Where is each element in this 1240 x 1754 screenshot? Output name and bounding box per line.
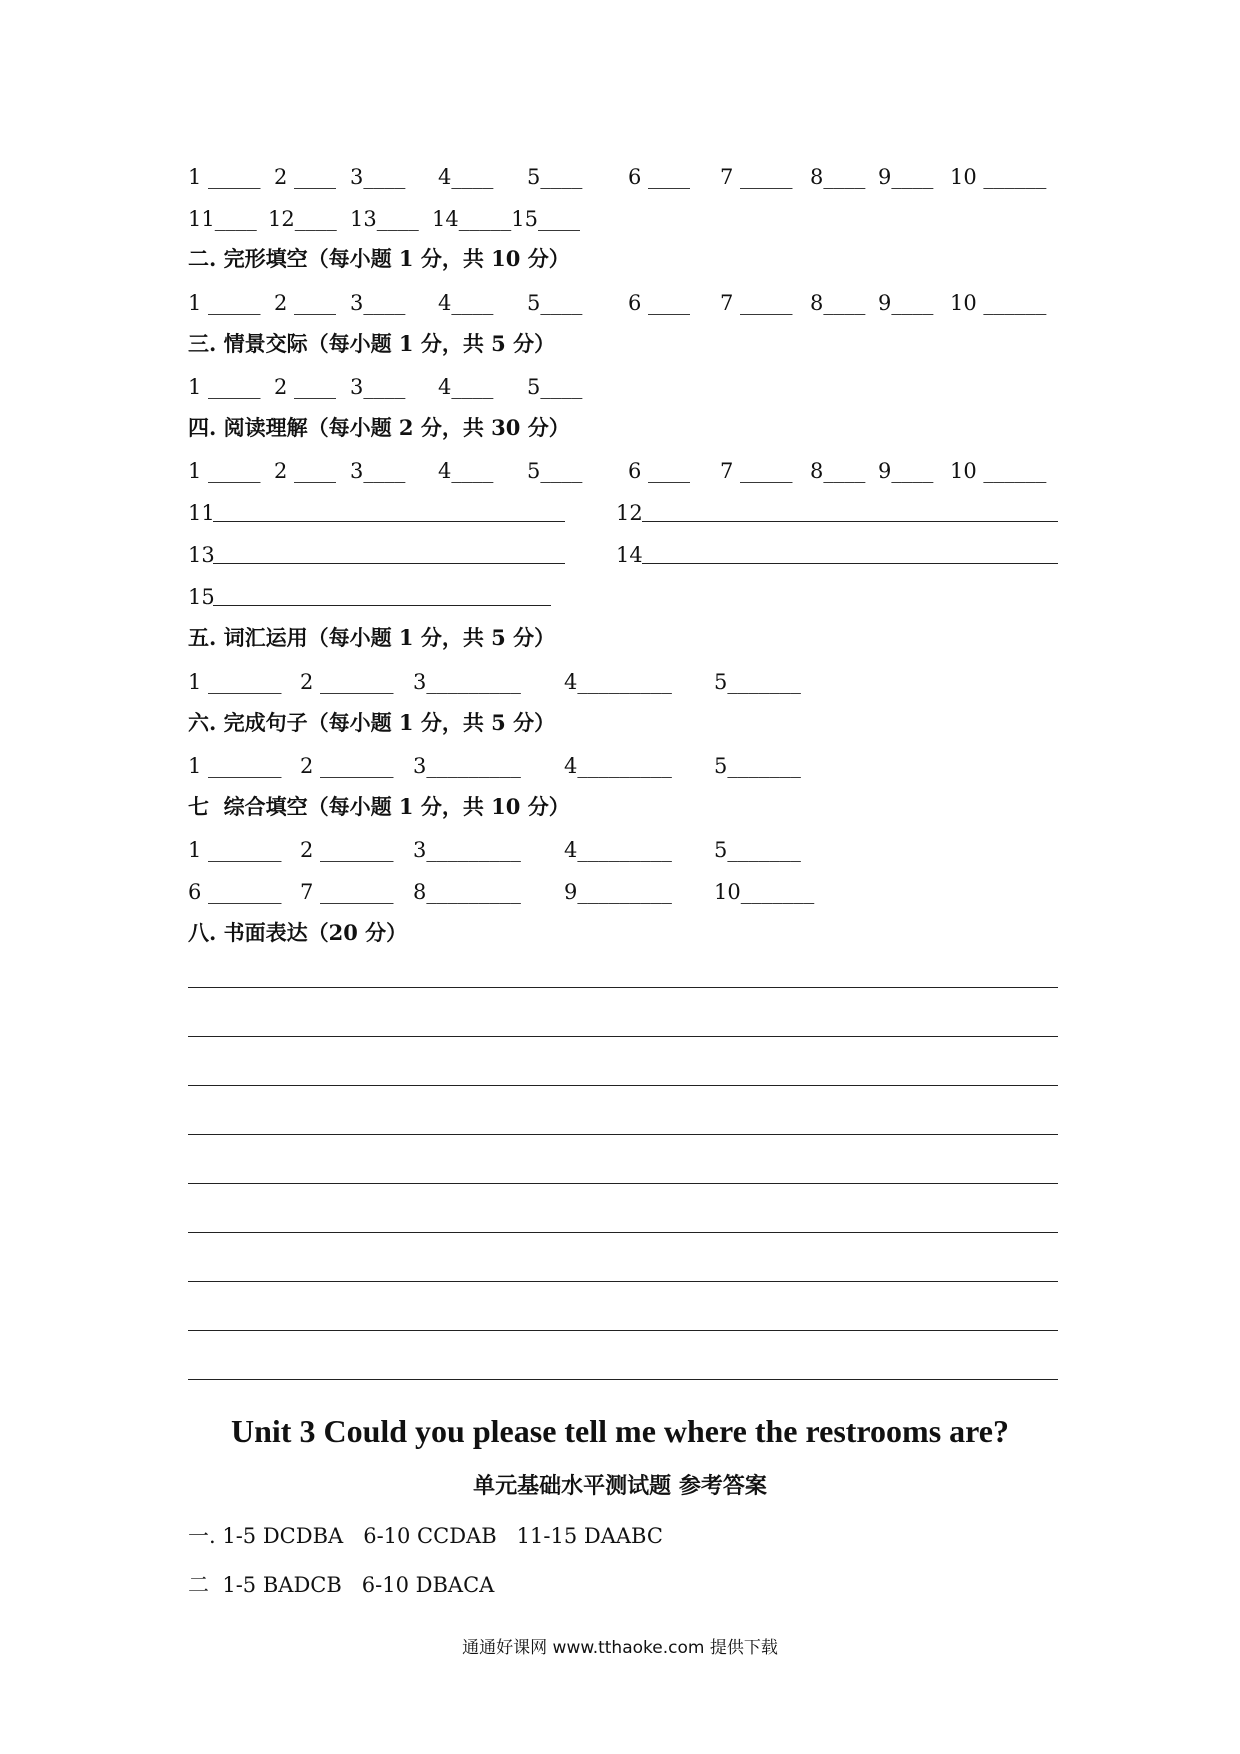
answer-line-1: 一. 1-5 DCDBA 6-10 CCDAB 11-15 DAABC — [188, 1524, 663, 1548]
answer-blank[interactable]: 1 _____ — [188, 375, 261, 399]
answer-blank[interactable]: 3____ — [350, 375, 406, 399]
answer-blank[interactable]: 7 _______ — [300, 880, 394, 904]
answer-blank[interactable]: 2 ____ — [274, 375, 337, 399]
answer-number: 15 — [188, 585, 215, 609]
answer-blank[interactable]: 5_______ — [714, 754, 801, 778]
answer-blank[interactable]: 2 ____ — [274, 459, 337, 483]
answer-blank[interactable]: 6 ____ — [628, 459, 691, 483]
answer-blank[interactable]: 3____ — [350, 459, 406, 483]
answer-blank[interactable]: 8____ — [810, 165, 866, 189]
section7-heading: 七 综合填空（每小题 1 分，共 10 分） — [188, 794, 570, 819]
answer-blank[interactable]: 8____ — [810, 459, 866, 483]
page-footer: 通通好课网 www.tthaoke.com 提供下载 — [462, 1638, 778, 1658]
answer-blank[interactable]: 2 _______ — [300, 670, 394, 694]
answer-blank[interactable]: 13____ — [350, 207, 419, 231]
answer-number: 11 — [188, 501, 215, 525]
writing-line[interactable] — [188, 1232, 1058, 1233]
answer-blank[interactable]: 2 ____ — [274, 291, 337, 315]
answer-blank[interactable]: 3____ — [350, 291, 406, 315]
answer-blank[interactable]: 6 ____ — [628, 165, 691, 189]
writing-line[interactable] — [188, 1183, 1058, 1184]
answer-blank[interactable]: 8____ — [810, 291, 866, 315]
answer-blank[interactable]: 1 _______ — [188, 670, 282, 694]
answer-blank[interactable]: 5____ — [527, 375, 583, 399]
answer-blank[interactable]: 12____ — [268, 207, 337, 231]
answer-line[interactable] — [213, 605, 551, 606]
answer-blank[interactable]: 6 _______ — [188, 880, 282, 904]
answer-blank[interactable]: 3_________ — [413, 670, 521, 694]
answer-blank[interactable]: 2 ____ — [274, 165, 337, 189]
answer-blank[interactable]: 9____ — [878, 165, 934, 189]
writing-line[interactable] — [188, 1330, 1058, 1331]
answer-blank[interactable]: 1 _____ — [188, 459, 261, 483]
section8-heading: 八. 书面表达（20 分） — [188, 920, 408, 945]
answer-number: 13 — [188, 543, 215, 567]
answer-blank[interactable]: 10_______ — [714, 880, 815, 904]
answer-blank[interactable]: 5_______ — [714, 838, 801, 862]
answer-number: 14 — [616, 543, 643, 567]
answer-blank[interactable]: 6 ____ — [628, 291, 691, 315]
section6-heading: 六. 完成句子（每小题 1 分，共 5 分） — [188, 710, 556, 735]
answer-blank[interactable]: 1 _______ — [188, 838, 282, 862]
answer-blank[interactable]: 4____ — [438, 291, 494, 315]
answer-blank[interactable]: 1 _____ — [188, 291, 261, 315]
writing-line[interactable] — [188, 1281, 1058, 1282]
answer-blank[interactable]: 4____ — [438, 165, 494, 189]
answer-blank[interactable]: 4____ — [438, 375, 494, 399]
section4-heading: 四. 阅读理解（每小题 2 分，共 30 分） — [188, 415, 570, 440]
writing-line[interactable] — [188, 987, 1058, 988]
answer-blank[interactable]: 4_________ — [564, 670, 672, 694]
answer-blank[interactable]: 9____ — [878, 291, 934, 315]
answer-blank[interactable]: 10 ______ — [950, 291, 1047, 315]
answer-blank[interactable]: 5____ — [527, 165, 583, 189]
section2-heading: 二. 完形填空（每小题 1 分，共 10 分） — [188, 246, 570, 271]
writing-line[interactable] — [188, 1085, 1058, 1086]
answer-key-subtitle: 单元基础水平测试题 参考答案 — [473, 1473, 767, 1499]
answer-blank[interactable]: 5_______ — [714, 670, 801, 694]
section3-heading: 三. 情景交际（每小题 1 分，共 5 分） — [188, 331, 556, 356]
answer-blank[interactable]: 3_________ — [413, 754, 521, 778]
answer-blank[interactable]: 10 ______ — [950, 459, 1047, 483]
answer-blank[interactable]: 11____ — [188, 207, 257, 231]
writing-line[interactable] — [188, 1134, 1058, 1135]
writing-line[interactable] — [188, 1379, 1058, 1380]
answer-blank[interactable]: 1 _______ — [188, 754, 282, 778]
answer-line[interactable] — [642, 521, 1058, 522]
answer-blank[interactable]: 10 ______ — [950, 165, 1047, 189]
answer-line[interactable] — [213, 563, 565, 564]
writing-line[interactable] — [188, 1036, 1058, 1037]
answer-blank[interactable]: 3_________ — [413, 838, 521, 862]
answer-blank[interactable]: 4_________ — [564, 838, 672, 862]
answer-blank[interactable]: 5____ — [527, 291, 583, 315]
section5-heading: 五. 词汇运用（每小题 1 分，共 5 分） — [188, 625, 556, 650]
answer-blank[interactable]: 8_________ — [413, 880, 521, 904]
answer-blank[interactable]: 7 _____ — [720, 459, 793, 483]
answer-line[interactable] — [642, 563, 1058, 564]
answer-blank[interactable]: 9____ — [878, 459, 934, 483]
answer-number: 12 — [616, 501, 643, 525]
answer-blank[interactable]: 14_____15____ — [432, 207, 580, 231]
answer-line[interactable] — [213, 521, 565, 522]
answer-blank[interactable]: 4____ — [438, 459, 494, 483]
answer-blank[interactable]: 3____ — [350, 165, 406, 189]
answer-blank[interactable]: 4_________ — [564, 754, 672, 778]
answer-line-2: 二 1-5 BADCB 6-10 DBACA — [188, 1573, 495, 1597]
answer-blank[interactable]: 9_________ — [564, 880, 672, 904]
answer-blank[interactable]: 7 _____ — [720, 165, 793, 189]
answer-blank[interactable]: 5____ — [527, 459, 583, 483]
answer-key-title: Unit 3 Could you please tell me where the restrooms are? — [231, 1413, 1009, 1449]
answer-blank[interactable]: 1 _____ — [188, 165, 261, 189]
answer-blank[interactable]: 2 _______ — [300, 754, 394, 778]
answer-blank[interactable]: 2 _______ — [300, 838, 394, 862]
answer-blank[interactable]: 7 _____ — [720, 291, 793, 315]
